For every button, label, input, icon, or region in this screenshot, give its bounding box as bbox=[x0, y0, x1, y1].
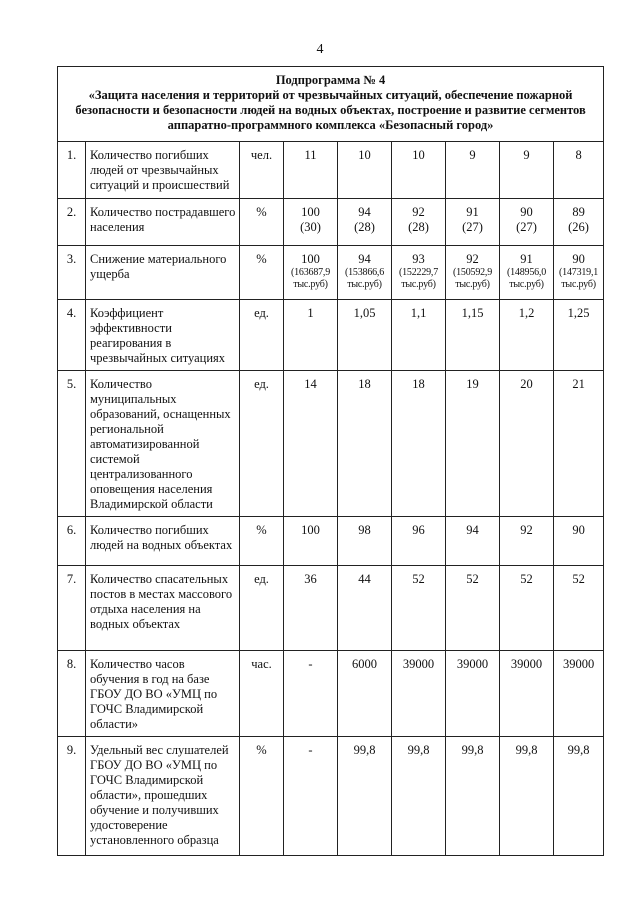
row-number: 3. bbox=[58, 246, 86, 300]
indicator-value bbox=[500, 371, 554, 517]
value-amount: (148956,0 тыс.руб) bbox=[506, 267, 547, 290]
value-main: 10 bbox=[412, 148, 425, 162]
table-row bbox=[58, 737, 604, 856]
indicator-unit: ед. bbox=[240, 371, 284, 517]
value-main: 36 bbox=[304, 572, 317, 586]
value-main: 39000 bbox=[402, 657, 435, 671]
value-amount: (150592,9 тыс.руб) bbox=[452, 267, 493, 290]
indicator-value bbox=[338, 300, 392, 371]
value-main: 96 bbox=[412, 523, 425, 537]
value-main: 1,1 bbox=[410, 306, 427, 320]
value-count: (27) bbox=[516, 220, 537, 234]
value-main: 44 bbox=[358, 572, 371, 586]
row-number: 9. bbox=[58, 737, 86, 856]
indicator-value bbox=[446, 142, 500, 199]
indicator-value bbox=[338, 651, 392, 737]
value-count: (30) bbox=[300, 220, 321, 234]
indicator-value bbox=[500, 300, 554, 371]
value-main: 99,8 bbox=[461, 743, 484, 757]
value-count: (28) bbox=[408, 220, 429, 234]
value-main: 39000 bbox=[456, 657, 489, 671]
value-count: (27) bbox=[462, 220, 483, 234]
value-main: 52 bbox=[412, 572, 425, 586]
value-main: 99,8 bbox=[567, 743, 590, 757]
indicator-name: Количество пострадавшего населения bbox=[86, 199, 240, 246]
indicator-value bbox=[284, 246, 338, 300]
value-main: 14 bbox=[304, 377, 317, 391]
indicator-value bbox=[392, 300, 446, 371]
indicator-value bbox=[284, 517, 338, 566]
indicator-value bbox=[500, 737, 554, 856]
indicator-unit: ед. bbox=[240, 300, 284, 371]
page-number: 4 bbox=[316, 42, 324, 57]
value-main: 1,2 bbox=[518, 306, 535, 320]
value-amount: (163687,9 тыс.руб) bbox=[290, 267, 331, 290]
value-amount: (152229,7 тыс.руб) bbox=[398, 267, 439, 290]
table-row bbox=[58, 517, 604, 566]
indicator-unit: % bbox=[240, 517, 284, 566]
indicator-value bbox=[446, 300, 500, 371]
indicator-unit: % bbox=[240, 199, 284, 246]
value-main: 100 bbox=[301, 523, 320, 537]
indicator-value bbox=[392, 651, 446, 737]
indicator-value bbox=[284, 566, 338, 651]
indicator-unit: час. bbox=[240, 651, 284, 737]
indicator-value bbox=[392, 566, 446, 651]
value-main: 90 bbox=[572, 523, 585, 537]
subprogram-heading-row bbox=[58, 67, 604, 142]
subprogram-description: «Защита населения и территорий от чрезвычайных ситуаций, обеспечение пожарной безопасности и безопасности людей на водных объектах, построение и развитие сегментов аппаратно-программного комплекса «Безопасный город» bbox=[75, 88, 586, 132]
indicator-value bbox=[500, 142, 554, 199]
value-main: 10 bbox=[358, 148, 371, 162]
indicator-value bbox=[338, 246, 392, 300]
indicator-value bbox=[392, 371, 446, 517]
indicator-value bbox=[500, 651, 554, 737]
indicator-value bbox=[554, 142, 604, 199]
indicator-value bbox=[500, 517, 554, 566]
value-main: 99,8 bbox=[353, 743, 376, 757]
value-main: 100 bbox=[301, 252, 320, 266]
value-main: 52 bbox=[466, 572, 479, 586]
value-count: (26) bbox=[568, 220, 589, 234]
value-main: 19 bbox=[466, 377, 479, 391]
value-main: 90 bbox=[572, 252, 585, 266]
value-main: 18 bbox=[412, 377, 425, 391]
indicator-name: Снижение материального ущерба bbox=[86, 246, 240, 300]
indicator-value bbox=[392, 142, 446, 199]
table-row bbox=[58, 371, 604, 517]
indicator-value bbox=[500, 199, 554, 246]
row-number: 5. bbox=[58, 371, 86, 517]
indicator-value bbox=[446, 199, 500, 246]
indicator-value bbox=[554, 371, 604, 517]
indicator-value bbox=[284, 371, 338, 517]
value-main: 94 bbox=[358, 252, 371, 266]
indicator-unit: ед. bbox=[240, 566, 284, 651]
table-row bbox=[58, 199, 604, 246]
value-main: 52 bbox=[572, 572, 585, 586]
value-main: 8 bbox=[575, 148, 582, 162]
value-main: 92 bbox=[466, 252, 479, 266]
subprogram-title: Подпрограмма № 4 bbox=[275, 73, 386, 87]
value-main: 92 bbox=[520, 523, 533, 537]
indicator-value bbox=[446, 517, 500, 566]
value-main: 93 bbox=[412, 252, 425, 266]
value-main: 94 bbox=[358, 205, 371, 219]
indicator-value bbox=[338, 517, 392, 566]
value-main: 1,15 bbox=[461, 306, 484, 320]
value-main: 1 bbox=[307, 306, 314, 320]
value-main: 9 bbox=[469, 148, 476, 162]
indicator-value bbox=[338, 566, 392, 651]
indicator-value bbox=[284, 651, 338, 737]
indicator-name: Количество муниципальных образований, оснащенных региональной автоматизированной системой централизованного оповещения населения Владимирской области bbox=[86, 371, 240, 517]
indicator-value bbox=[446, 737, 500, 856]
indicator-name: Удельный вес слушателей ГБОУ ДО ВО «УМЦ по ГОЧС Владимирской области», прошедших обучение и получивших удостоверение установленного образца bbox=[86, 737, 240, 856]
value-main: 94 bbox=[466, 523, 479, 537]
table-row bbox=[58, 246, 604, 300]
indicator-value bbox=[284, 199, 338, 246]
indicator-value bbox=[446, 651, 500, 737]
indicator-value bbox=[446, 371, 500, 517]
indicator-value bbox=[554, 737, 604, 856]
indicators-table bbox=[57, 66, 604, 856]
value-main: 91 bbox=[466, 205, 479, 219]
indicator-value bbox=[284, 737, 338, 856]
indicator-value bbox=[554, 246, 604, 300]
value-amount: (147319,1 тыс.руб) bbox=[559, 267, 599, 290]
indicator-value bbox=[446, 566, 500, 651]
indicator-value bbox=[392, 246, 446, 300]
value-amount: (153866,6 тыс.руб) bbox=[344, 267, 385, 290]
table-row bbox=[58, 142, 604, 199]
value-main: 52 bbox=[520, 572, 533, 586]
value-main: 1,05 bbox=[353, 306, 376, 320]
value-main: 9 bbox=[523, 148, 530, 162]
value-main: 39000 bbox=[510, 657, 543, 671]
value-main: 11 bbox=[304, 148, 317, 162]
indicator-value bbox=[338, 371, 392, 517]
indicator-value bbox=[392, 199, 446, 246]
value-main: 18 bbox=[358, 377, 371, 391]
value-main: 21 bbox=[572, 377, 585, 391]
subprogram-heading bbox=[58, 67, 604, 142]
indicator-unit: % bbox=[240, 246, 284, 300]
indicator-value bbox=[446, 246, 500, 300]
value-main: 91 bbox=[520, 252, 533, 266]
indicator-name: Количество спасательных постов в местах массового отдыха населения на водных объектах bbox=[86, 566, 240, 651]
row-number: 1. bbox=[58, 142, 86, 199]
indicator-name: Количество часов обучения в год на базе ГБОУ ДО ВО «УМЦ по ГОЧС Владимирской области» bbox=[86, 651, 240, 737]
indicator-unit: % bbox=[240, 737, 284, 856]
table-row bbox=[58, 300, 604, 371]
value-main: 1,25 bbox=[567, 306, 590, 320]
value-main: 99,8 bbox=[407, 743, 430, 757]
indicator-name: Количество погибших людей от чрезвычайных ситуаций и происшествий bbox=[86, 142, 240, 199]
value-main: 99,8 bbox=[515, 743, 538, 757]
value-count: (28) bbox=[354, 220, 375, 234]
value-main: 6000 bbox=[352, 657, 377, 671]
indicator-value bbox=[554, 566, 604, 651]
indicator-value bbox=[554, 651, 604, 737]
value-main: 90 bbox=[520, 205, 533, 219]
table-row bbox=[58, 566, 604, 651]
value-main: - bbox=[308, 657, 313, 671]
value-main: 92 bbox=[412, 205, 425, 219]
indicator-value bbox=[554, 300, 604, 371]
row-number: 4. bbox=[58, 300, 86, 371]
table-row bbox=[58, 651, 604, 737]
row-number: 8. bbox=[58, 651, 86, 737]
indicator-name: Коэффициент эффективности реагирования в чрезвычайных ситуациях bbox=[86, 300, 240, 371]
value-main: 89 bbox=[572, 205, 585, 219]
indicator-value bbox=[338, 199, 392, 246]
indicator-value bbox=[554, 199, 604, 246]
row-number: 6. bbox=[58, 517, 86, 566]
value-main: 100 bbox=[301, 205, 320, 219]
indicator-value bbox=[338, 142, 392, 199]
value-main: 98 bbox=[358, 523, 371, 537]
indicator-value bbox=[284, 142, 338, 199]
indicator-value bbox=[392, 517, 446, 566]
value-main: 39000 bbox=[562, 657, 595, 671]
indicator-value bbox=[500, 566, 554, 651]
indicator-value bbox=[500, 246, 554, 300]
value-main: 20 bbox=[520, 377, 533, 391]
row-number: 7. bbox=[58, 566, 86, 651]
indicator-value bbox=[284, 300, 338, 371]
indicator-unit: чел. bbox=[240, 142, 284, 199]
indicator-value bbox=[392, 737, 446, 856]
indicator-value bbox=[554, 517, 604, 566]
row-number: 2. bbox=[58, 199, 86, 246]
value-main: - bbox=[308, 743, 313, 757]
indicator-value bbox=[338, 737, 392, 856]
indicator-name: Количество погибших людей на водных объектах bbox=[86, 517, 240, 566]
